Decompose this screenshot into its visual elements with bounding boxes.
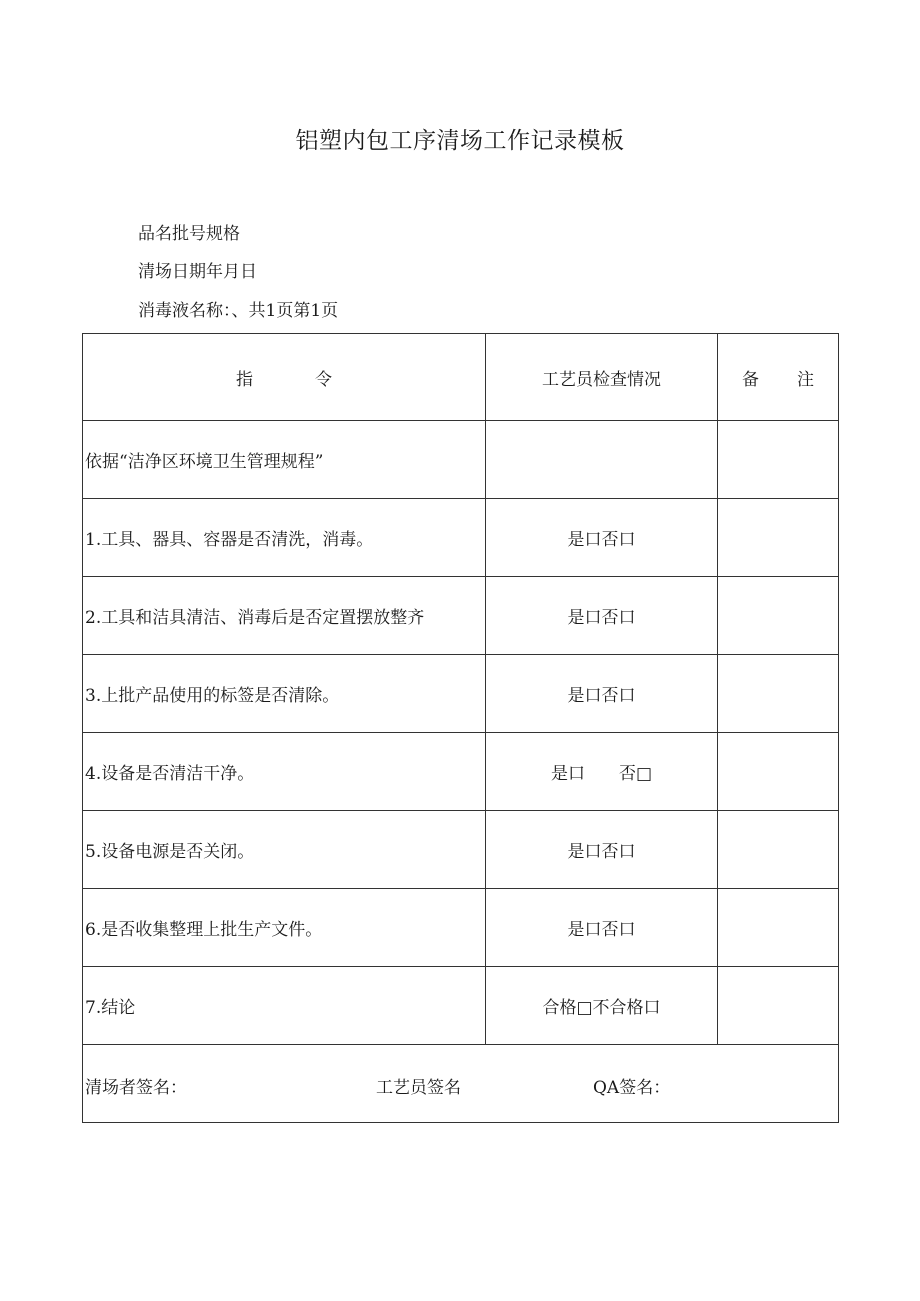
instruction-cell: 2.工具和洁具清洁、消毒后是否定置摆放整齐 xyxy=(83,577,486,655)
conclusion-cell[interactable]: 合格□不合格口 xyxy=(486,967,718,1045)
header-instruction: 指 令 xyxy=(83,334,486,421)
table-row xyxy=(83,499,839,577)
header-remark: 备 注 xyxy=(718,334,839,421)
check-cell[interactable]: 是口否口 xyxy=(486,889,718,967)
remark-cell[interactable] xyxy=(718,499,839,577)
table-header-row xyxy=(83,334,839,421)
remark-cell[interactable] xyxy=(718,577,839,655)
document-title: 铝塑内包工序清场工作记录模板 xyxy=(295,128,625,154)
remark-cell[interactable] xyxy=(718,811,839,889)
check-cell[interactable]: 是口 否□ xyxy=(486,733,718,811)
remark-cell[interactable] xyxy=(718,421,839,499)
instruction-cell: 7.结论 xyxy=(83,967,486,1045)
disinfectant-page-line: 消毒液名称：、共1页第1页 xyxy=(138,301,339,321)
check-cell[interactable]: 是口否口 xyxy=(486,655,718,733)
check-cell[interactable]: 是口否口 xyxy=(486,499,718,577)
table-row xyxy=(83,577,839,655)
cleaner-signature-label[interactable]: 清场者签名： xyxy=(85,1078,187,1098)
table-row xyxy=(83,421,839,499)
product-batch-spec-line: 品名批号规格 xyxy=(138,224,240,244)
header-check: 工艺员检查情况 xyxy=(486,334,718,421)
table-row xyxy=(83,889,839,967)
clearance-date-line: 清场日期年月日 xyxy=(138,262,257,282)
table-row xyxy=(83,655,839,733)
table-row xyxy=(83,967,839,1045)
instruction-cell: 3.上批产品使用的标签是否清除。 xyxy=(83,655,486,733)
remark-cell[interactable] xyxy=(718,889,839,967)
table-row xyxy=(83,733,839,811)
remark-cell[interactable] xyxy=(718,967,839,1045)
check-cell[interactable]: 是口否口 xyxy=(486,811,718,889)
instruction-cell: 4.设备是否清洁干净。 xyxy=(83,733,486,811)
table-row xyxy=(83,811,839,889)
signature-row xyxy=(83,1045,839,1123)
instruction-cell: 6.是否收集整理上批生产文件。 xyxy=(83,889,486,967)
instruction-cell: 依据“洁净区环境卫生管理规程” xyxy=(83,421,486,499)
qa-signature-label[interactable]: QA签名： xyxy=(593,1078,671,1098)
clearance-record-table xyxy=(82,333,839,1123)
signature-cell xyxy=(83,1045,839,1123)
remark-cell[interactable] xyxy=(718,733,839,811)
technician-signature-label[interactable]: 工艺员签名 xyxy=(376,1078,461,1098)
remark-cell[interactable] xyxy=(718,655,839,733)
instruction-cell: 5.设备电源是否关闭。 xyxy=(83,811,486,889)
instruction-cell: 1.工具、器具、容器是否清洗，消毒。 xyxy=(83,499,486,577)
check-cell[interactable]: 是口否口 xyxy=(486,577,718,655)
check-cell[interactable] xyxy=(486,421,718,499)
